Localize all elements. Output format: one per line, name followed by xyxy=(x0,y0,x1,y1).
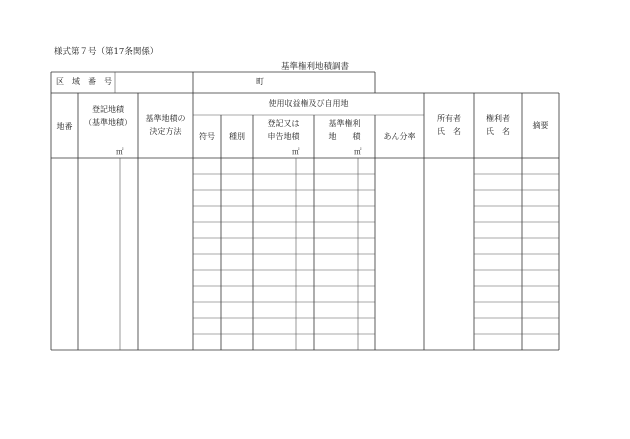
col-method-line1: 基準地積の xyxy=(145,114,186,123)
col-base-right-line2: 地 積 xyxy=(328,132,361,141)
col-lot-number: 地番 xyxy=(56,122,73,131)
unit-registered-area: ㎡ xyxy=(116,147,124,156)
col-type: 種別 xyxy=(229,132,245,141)
col-holder-line2: 氏 名 xyxy=(486,127,510,136)
col-apportion: あん分率 xyxy=(383,132,416,141)
col-holder-line1: 権利者 xyxy=(486,114,510,123)
col-owner-line2: 氏 名 xyxy=(437,127,461,136)
unit-base-right: ㎡ xyxy=(354,147,362,156)
col-registered-area-line1: 登記地積 xyxy=(92,105,124,114)
col-reg-or-decl-line1: 登記又は xyxy=(267,119,300,128)
unit-reg-or-decl: ㎡ xyxy=(292,147,300,156)
col-owner-line1: 所有者 xyxy=(437,114,461,123)
document-title: 基準権利地積調書 xyxy=(280,62,349,72)
col-remarks: 摘要 xyxy=(532,121,549,130)
col-symbol: 符号 xyxy=(199,132,215,141)
col-reg-or-decl-line2: 申告地積 xyxy=(267,132,300,141)
district-number-label: 区 域 番 号 xyxy=(56,77,112,86)
col-method-line2: 決定方法 xyxy=(149,127,182,136)
col-registered-area-line2: （基準地積） xyxy=(84,118,132,127)
col-usage-group: 使用収益権及び自用地 xyxy=(268,99,349,108)
town-suffix: 町 xyxy=(256,77,264,86)
form-number: 様式第７号（第17条関係） xyxy=(54,47,159,57)
col-base-right-line1: 基準権利 xyxy=(328,119,361,128)
